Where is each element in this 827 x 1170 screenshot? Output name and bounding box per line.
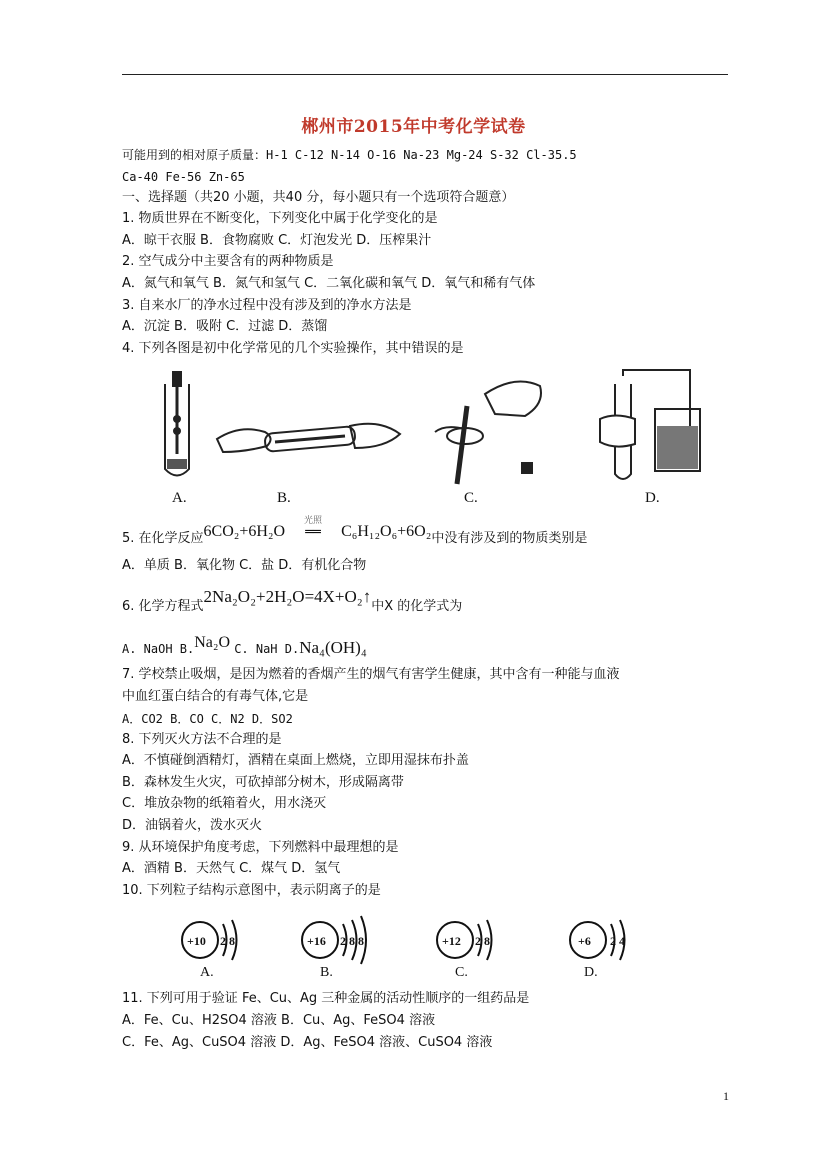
q5-condition: 光照 ══: [285, 524, 341, 542]
particle-c-label: C.: [455, 965, 468, 980]
question-6: [122, 587, 463, 616]
header-rule: [122, 74, 728, 75]
question-6-options: [122, 634, 367, 659]
q6-option-a: A. NaOH B.: [122, 642, 195, 656]
q6-option-c: C. NaH D.: [234, 642, 300, 656]
q6-option-d: Na₄(OH)₄: [299, 638, 367, 657]
page-title: 郴州市2015年中考化学试卷: [301, 117, 526, 137]
figure-c-label: C.: [464, 490, 478, 506]
figure-b-label: B.: [277, 490, 291, 506]
question-4: 4. 下列各图是初中化学常见的几个实验操作，其中错误的是: [122, 341, 464, 356]
question-8: 8. 下列灭火方法不合理的是: [122, 732, 282, 747]
particle-diagrams: [170, 912, 650, 982]
question-11: 11. 下列可用于验证 Fe、Cu、Ag 三种金属的活动性顺序的一组药品是: [122, 991, 530, 1006]
question-9-options: A．酒精 B．天然气 C．煤气 D．氢气: [122, 861, 341, 876]
question-5-prefix: 5. 在化学反应: [122, 531, 204, 546]
figure-d-air-tightness: [600, 370, 700, 479]
question-8-option-a: A．不慎碰倒酒精灯，酒精在桌面上燃烧，立即用湿抹布扑盖: [122, 753, 469, 768]
question-5-suffix: 中没有涉及到的物质类别是: [431, 531, 588, 546]
question-10: 10. 下列粒子结构示意图中，表示阴离子的是: [122, 883, 381, 898]
particle-a-label: A.: [200, 965, 214, 980]
question-2: 2. 空气成分中主要含有的两种物质是: [122, 254, 334, 269]
atomic-mass-line-2: Ca-40 Fe-56 Zn-65: [122, 170, 245, 184]
figure-d-label: D.: [645, 490, 660, 506]
page-number: 1: [723, 1089, 729, 1103]
question-5-options: A．单质 B．氧化物 C．盐 D．有机化合物: [122, 558, 367, 573]
particle-a-nucleus: +10: [187, 934, 206, 948]
particle-b-nucleus: +16: [307, 934, 326, 948]
particle-c-nucleus: +12: [442, 934, 461, 948]
particle-c-shells: 2 8: [475, 934, 490, 948]
question-7-line-2: 中血红蛋白结合的有毒气体,它是: [122, 689, 309, 704]
question-6-suffix: 中X 的化学式为: [371, 599, 463, 614]
question-8-option-c: C．堆放杂物的纸箱着火，用水浇灭: [122, 796, 327, 811]
q6-formula: 2Na₂O₂+2H₂O=4X+O₂↑: [203, 587, 372, 606]
particle-b-shells: 2 8 8: [340, 934, 364, 948]
section-heading: 一、选择题（共20 小题，共40 分，每小题只有一个选项符合题意）: [122, 190, 515, 205]
question-11-options-cd: C．Fe、Ag、CuSO4 溶液 D．Ag、FeSO4 溶液、CuSO4 溶液: [122, 1035, 493, 1050]
particle-a-shells: 2 8: [220, 934, 235, 948]
q6-option-b: Na₂O: [194, 634, 231, 651]
figure-c-pouring: [435, 382, 541, 485]
q5-formula-right: C₆H₁₂O₆+6O₂: [341, 523, 432, 540]
experiment-figures: [145, 364, 710, 514]
q5-condition-text: 光照: [304, 516, 323, 526]
question-2-options: A．氮气和氧气 B．氮气和氢气 C．二氧化碳和氧气 D．氧气和稀有气体: [122, 276, 536, 291]
question-6-prefix: 6. 化学方程式: [122, 599, 204, 614]
question-8-option-b: B．森林发生火灾，可砍掉部分树木，形成隔离带: [122, 775, 404, 790]
question-7-line-1: 7. 学校禁止吸烟，是因为燃着的香烟产生的烟气有害学生健康，其中含有一种能与血液: [122, 667, 620, 682]
question-5: [122, 516, 588, 548]
particle-d: [570, 920, 625, 960]
figure-a-dropper: [165, 372, 189, 476]
particle-b-label: B.: [320, 965, 333, 980]
question-8-option-d: D．油锅着火，泼水灭火: [122, 818, 263, 833]
question-11-options-ab: A．Fe、Cu、H2SO4 溶液 B．Cu、Ag、FeSO4 溶液: [122, 1013, 436, 1028]
figure-a-label: A.: [172, 490, 187, 506]
particle-a: [182, 920, 237, 960]
question-1: 1. 物质世界在不断变化，下列变化中属于化学变化的是: [122, 211, 438, 226]
figure-b-hands-tube: [217, 424, 400, 452]
particle-c: [437, 920, 492, 960]
question-3: 3. 自来水厂的净水过程中没有涉及到的净水方法是: [122, 298, 412, 313]
question-7-options: A．CO2 B．CO C．N2 D．SO2: [122, 712, 293, 726]
question-9: 9. 从环境保护角度考虑，下列燃料中最理想的是: [122, 840, 399, 855]
particle-d-label: D.: [584, 965, 598, 980]
particle-d-nucleus: +6: [578, 934, 591, 948]
q5-formula-left: 6CO₂+6H₂O: [203, 523, 286, 540]
particle-d-shells: 2 4: [610, 934, 625, 948]
particle-b: [302, 916, 366, 964]
question-1-options: A．晾干衣服 B．食物腐败 C．灯泡发光 D．压榨果汁: [122, 233, 432, 248]
atomic-mass-line-1: 可能用到的相对原子质量：H-1 C-12 N-14 O-16 Na-23 Mg-24 S-32 Cl-35.5: [122, 148, 577, 162]
question-3-options: A．沉淀 B．吸附 C．过滤 D．蒸馏: [122, 319, 328, 334]
